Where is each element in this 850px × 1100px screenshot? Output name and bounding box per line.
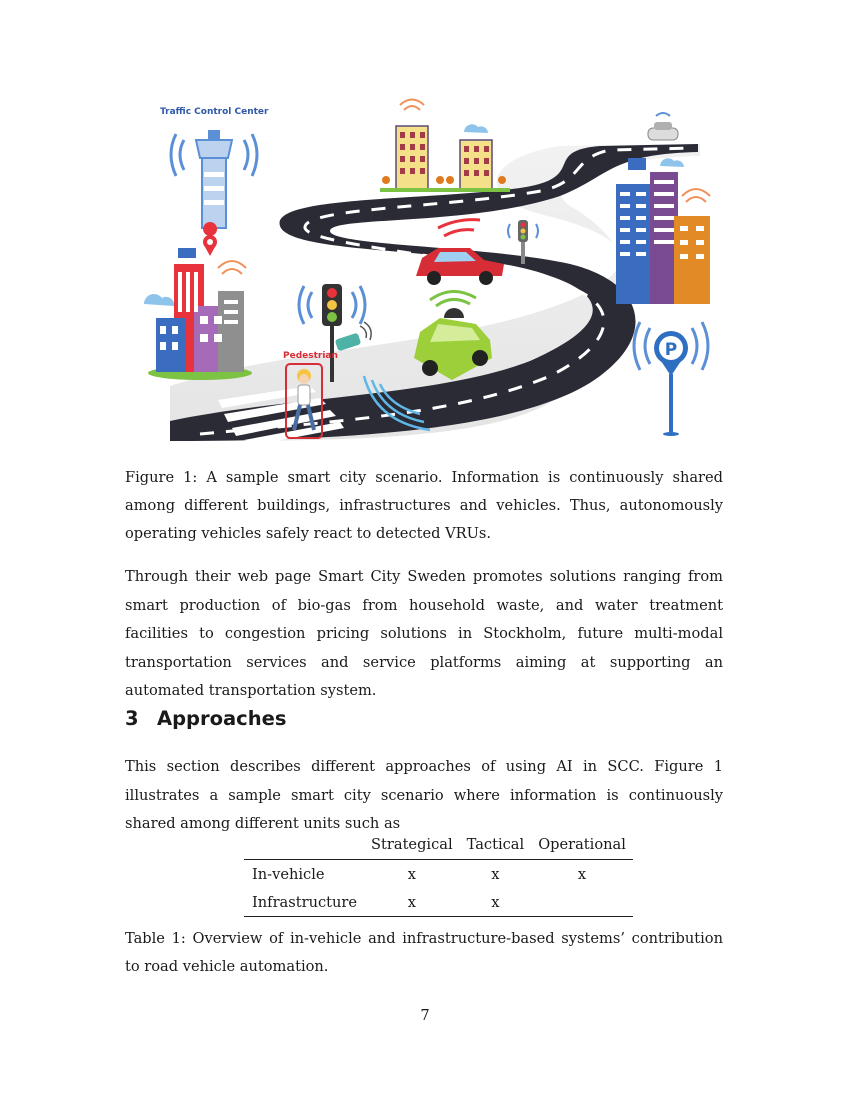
body-paragraph-1: Through their web page Smart City Sweden promotes solutions ranging from smart production of bio-gas from household waste, and water treatment facilities to congestion pricing solutions in Stockholm, future multi-modal transportation services and service platforms aiming at supporting an automated transportation system. — [125, 568, 723, 699]
table-cell: x — [577, 866, 587, 883]
distant-car — [648, 113, 678, 140]
top-buildings — [380, 100, 510, 193]
section-title: Approaches — [157, 707, 287, 730]
table-row-label: Infrastructure — [244, 888, 364, 917]
table-cell: x — [364, 888, 460, 917]
table-header-row — [244, 832, 633, 860]
table-header-cell: Operational — [531, 832, 633, 860]
right-buildings — [616, 158, 710, 304]
table-caption: Table 1: Overview of in-vehicle and infrastructure-based systems’ contribution to road vehicle automation. — [125, 930, 723, 975]
table-header-cell: Strategical — [364, 832, 460, 860]
smart-city-figure — [140, 96, 720, 446]
table-header-cell — [244, 832, 364, 860]
figure-caption: Figure 1: A sample smart city scenario. Information is continuously shared among different buildings, infrastructures and vehicles. Thus, autonomously operating vehicles safely react to detected VRUs. — [125, 469, 723, 542]
table-cell: x — [491, 866, 500, 883]
traffic-control-center-label: Traffic Control Center — [160, 107, 269, 117]
table-cell: x — [407, 866, 416, 883]
table-cell — [531, 888, 633, 917]
parking-sign — [634, 322, 708, 436]
table-row — [244, 888, 633, 917]
table-header-cell: Tactical — [460, 832, 532, 860]
page-number: 7 — [420, 1007, 430, 1024]
traffic-control-center — [160, 107, 269, 228]
table-row-label: In-vehicle — [252, 866, 325, 883]
table-cell: x — [460, 888, 532, 917]
section-number: 3 — [125, 707, 139, 730]
section-heading — [125, 707, 286, 730]
systems-table — [244, 832, 633, 917]
left-buildings — [144, 222, 252, 380]
pedestrian-label: Pedestrian — [283, 351, 338, 361]
table-row — [244, 860, 633, 889]
body-paragraph-2: This section describes different approaches of using AI in SCC. Figure 1 illustrates a sample smart city scenario where information is continuously shared among different units such as — [125, 758, 723, 832]
parking-label: P — [664, 340, 678, 360]
